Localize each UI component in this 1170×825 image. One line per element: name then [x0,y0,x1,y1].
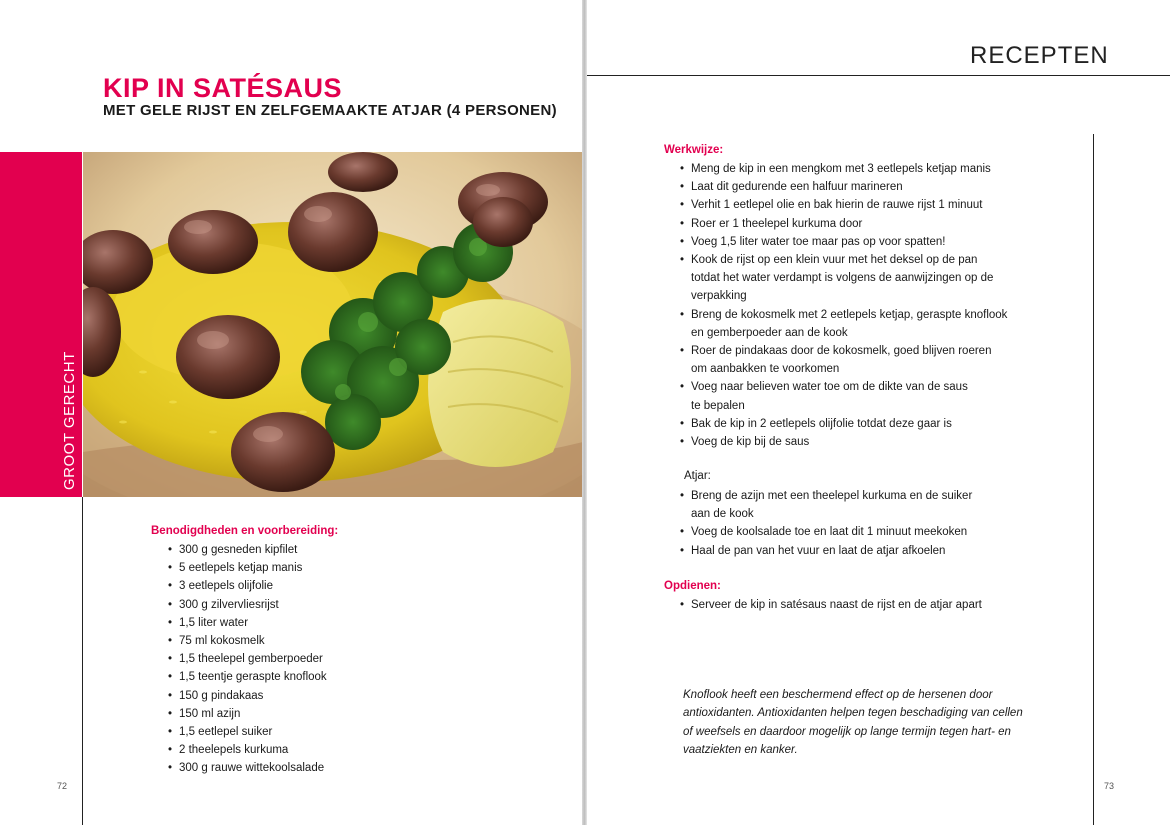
health-tip: Knoflook heeft een beschermend effect op de hersenen door antioxidanten. Antioxidanten helpen tegen beschadiging van cellen of weefsels en daardoor mogelijk op lange termijn tegen hart- en vaatziekten en kanker. [683,689,1023,757]
header-rule [587,75,1170,76]
atjar-section [664,467,1074,560]
list-item: • Haal de pan van het vuur en laat de atjar afkoelen [664,542,1074,560]
list-item: • 1,5 teentje geraspte knoflook [151,668,551,686]
list-item: • 2 theelepels kurkuma [151,741,551,759]
list-item: • 1,5 theelepel gemberpoeder [151,650,551,668]
serve-section [664,578,1074,614]
list-item: • 300 g zilvervliesrijst [151,596,551,614]
list-item: • 3 eetlepels olijfolie [151,577,551,595]
method-heading: Werkwijze: [664,144,724,156]
list-item: • Serveer de kip in satésaus naast de rijst en de atjar apart [664,596,1074,614]
list-item: • Breng de azijn met een theelepel kurkuma en de suiker aan de kook [664,487,1074,523]
recipe-title: KIP IN SATÉSAUS [103,73,343,103]
list-item: • Kook de rijst op een klein vuur met het deksel op de pan totdat het water verdampt is volgens de aanwijzingen op de verpakking [664,251,1074,306]
method-list [664,160,1074,451]
list-item: • 5 eetlepels ketjap manis [151,559,551,577]
list-item: • 150 g pindakaas [151,687,551,705]
list-item: • Roer er 1 theelepel kurkuma door [664,215,1074,233]
section-header: RECEPTEN [970,42,1109,69]
list-item: • Voeg 1,5 liter water toe maar pas op voor spatten! [664,233,1074,251]
page-number-right: 73 [1104,781,1115,791]
recipe-subtitle: MET GELE RIJST EN ZELFGEMAAKTE ATJAR (4 PERSONEN) [103,102,557,119]
list-item: • 300 g gesneden kipfilet [151,541,551,559]
list-item: • 300 g rauwe wittekoolsalade [151,759,551,777]
list-item: • 75 ml kokosmelk [151,632,551,650]
list-item: • Voeg de koolsalade toe en laat dit 1 minuut meekoken [664,523,1074,541]
page-number-left: 72 [57,781,68,791]
list-item: • 1,5 liter water [151,614,551,632]
list-item: • 150 ml azijn [151,705,551,723]
list-item: • Laat dit gedurende een halfuur marineren [664,178,1074,196]
list-item: • Verhit 1 eetlepel olie en bak hierin de rauwe rijst 1 minuut [664,196,1074,214]
list-item: • Voeg naar believen water toe om de dikte van de saus te bepalen [664,378,1074,414]
serve-list [664,596,1074,614]
list-item: • Voeg de kip bij de saus [664,433,1074,451]
list-item: • Breng de kokosmelk met 2 eetlepels ketjap, geraspte knoflook en gemberpoeder aan de kook [664,306,1074,342]
food-photo-illustration [83,152,583,497]
list-item: • Roer de pindakaas door de kokosmelk, goed blijven roeren om aanbakken te voorkomen [664,342,1074,378]
list-item: • 1,5 eetlepel suiker [151,723,551,741]
method-section [664,142,1074,451]
left-margin-rule [82,497,83,825]
list-item: • Bak de kip in 2 eetlepels olijfolie totdat deze gaar is [664,415,1074,433]
recipe-photo [83,152,583,497]
list-item: • Meng de kip in een mengkom met 3 eetlepels ketjap manis [664,160,1074,178]
atjar-heading: Atjar: [684,470,711,482]
category-tab-label: GROOT GERECHT [61,351,78,490]
ingredients-list [151,541,551,778]
ingredients-section [151,523,551,778]
ingredients-heading: Benodigdheden en voorbereiding: [151,525,339,537]
atjar-list [664,487,1074,560]
serve-heading: Opdienen: [664,580,721,592]
right-margin-rule [1093,134,1094,825]
